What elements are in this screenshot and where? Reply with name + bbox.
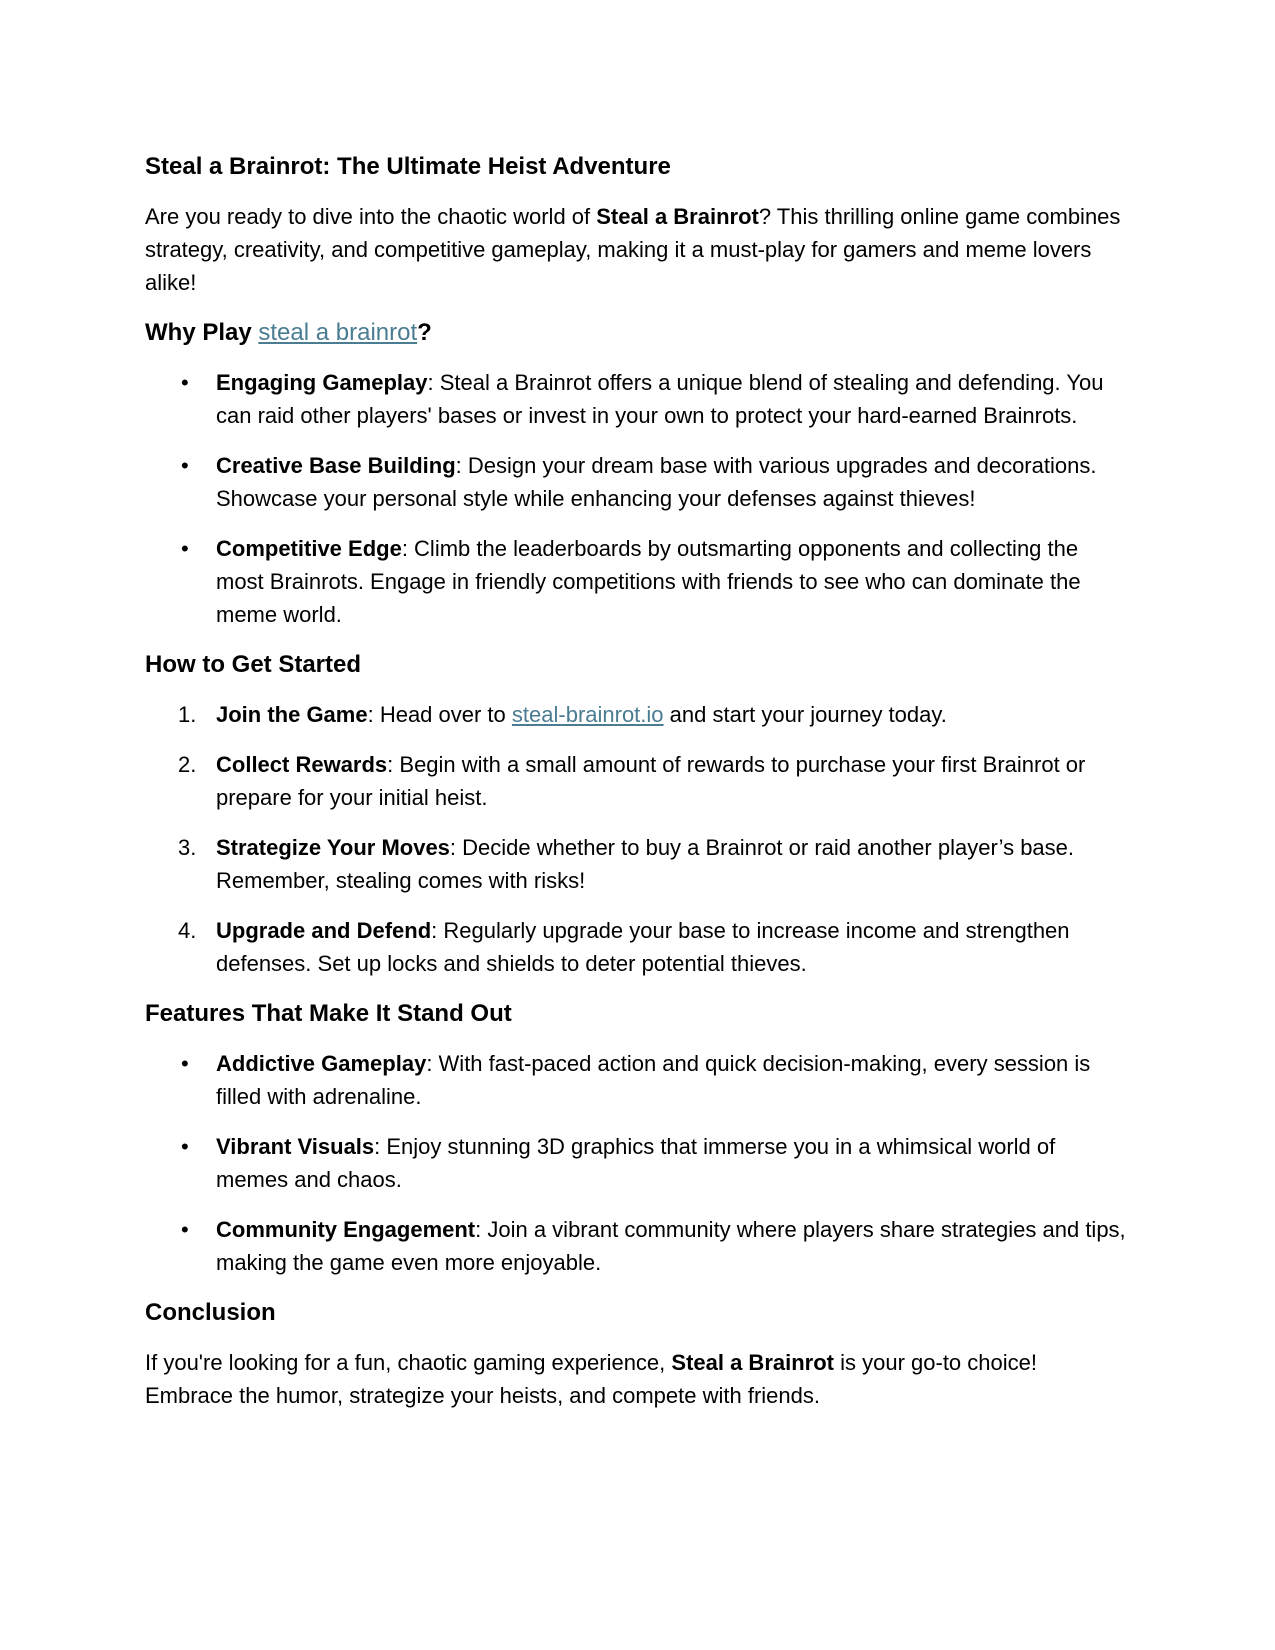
numbered-item [145, 748, 1130, 814]
item-term: Addictive Gameplay [216, 1051, 427, 1076]
steal-brainrot-io-link[interactable]: steal-brainrot.io [511, 702, 664, 727]
item-term: Engaging Gameplay [216, 370, 428, 395]
steal-a-brainrot-link[interactable]: steal a brainrot [258, 319, 418, 346]
item-desc-post: and start your journey today. [663, 702, 947, 727]
how-to-heading: How to Get Started [145, 651, 362, 678]
list-item [145, 1047, 1130, 1113]
item-number: 3. [178, 835, 197, 860]
intro-paragraph [145, 200, 1130, 299]
why-play-heading-post: ? [417, 319, 432, 346]
item-term: Upgrade and Defend [216, 918, 432, 943]
item-desc: : Decide whether to buy a Brainrot or raid another player’s base. Remember, stealing comes with risks! [216, 835, 1075, 893]
list-item [145, 1213, 1130, 1279]
item-term: Strategize Your Moves [216, 835, 450, 860]
bullet-marker: • [181, 1134, 189, 1159]
conclusion-text-pre: If you're looking for a fun, chaotic gaming experience, [145, 1350, 672, 1375]
bullet-marker: • [181, 1217, 189, 1242]
intro-bold-text: Steal a Brainrot [596, 204, 759, 229]
why-play-heading [145, 316, 1130, 349]
intro-text-pre: Are you ready to dive into the chaotic world of [145, 204, 597, 229]
item-desc: : Join a vibrant community where players share strategies and tips, making the game even more enjoyable. [216, 1217, 1126, 1275]
item-desc: : Regularly upgrade your base to increase income and strengthen defenses. Set up locks and shields to deter potential thieves. [216, 918, 1070, 976]
intro-text-post: ? This thrilling online game combines strategy, creativity, and competitive gameplay, making it a must-play for gamers and meme lovers alike! [145, 204, 1121, 295]
conclusion-text-post: is your go-to choice! Embrace the humor, strategize your heists, and compete with friends. [145, 1350, 1037, 1408]
item-term: Vibrant Visuals [216, 1134, 375, 1159]
bullet-marker: • [181, 370, 189, 395]
conclusion-bold-text: Steal a Brainrot [671, 1350, 834, 1375]
item-desc: : Begin with a small amount of rewards to purchase your first Brainrot or prepare for your initial heist. [216, 752, 1086, 810]
item-desc: : With fast-paced action and quick decision-making, every session is filled with adrenaline. [216, 1051, 1091, 1109]
list-item [145, 532, 1130, 631]
features-heading: Features That Make It Stand Out [145, 1000, 512, 1027]
item-desc: : Climb the leaderboards by outsmarting opponents and collecting the most Brainrots. Engage in friendly competitions with friends to see who can dominate the meme world. [216, 536, 1081, 627]
how-to-list [145, 698, 1130, 980]
item-term: Community Engagement [216, 1217, 476, 1242]
item-desc: : Enjoy stunning 3D graphics that immerse you in a whimsical world of memes and chaos. [216, 1134, 1056, 1192]
item-desc-pre: : Head over to [367, 702, 512, 727]
list-item [145, 1130, 1130, 1196]
item-number: 2. [178, 752, 197, 777]
item-term: Creative Base Building [216, 453, 456, 478]
conclusion-paragraph [145, 1346, 1130, 1412]
item-number: 4. [178, 918, 197, 943]
bullet-marker: • [181, 1051, 189, 1076]
features-list [145, 1047, 1130, 1279]
doc-title: Steal a Brainrot: The Ultimate Heist Adventure [145, 153, 671, 180]
item-term: Join the Game [216, 702, 368, 727]
list-item [145, 449, 1130, 515]
item-desc: : Steal a Brainrot offers a unique blend of stealing and defending. You can raid other players' bases or invest in your own to protect your hard-earned Brainrots. [216, 370, 1104, 428]
bullet-marker: • [181, 453, 189, 478]
numbered-item [145, 831, 1130, 897]
why-play-list [145, 366, 1130, 631]
numbered-item [145, 698, 1130, 731]
item-number: 1. [178, 702, 197, 727]
item-desc: : Design your dream base with various upgrades and decorations. Showcase your personal style while enhancing your defenses against thieves! [216, 453, 1097, 511]
bullet-marker: • [181, 536, 189, 561]
numbered-item [145, 914, 1130, 980]
item-term: Competitive Edge [216, 536, 402, 561]
item-term: Collect Rewards [216, 752, 388, 777]
why-play-heading-pre: Why Play [145, 319, 259, 346]
list-item [145, 366, 1130, 432]
conclusion-heading: Conclusion [145, 1299, 276, 1326]
